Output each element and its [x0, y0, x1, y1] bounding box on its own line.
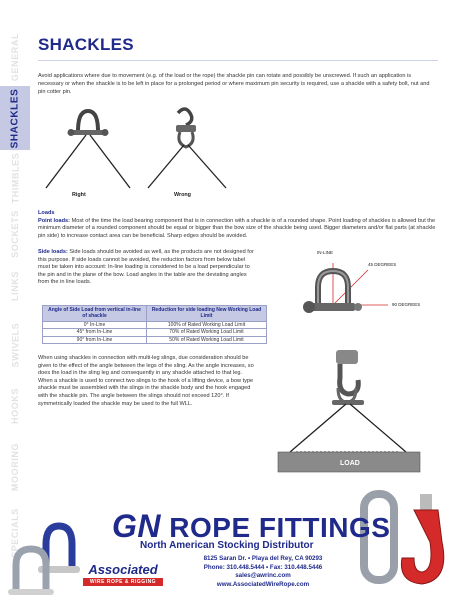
red-hook-icon [392, 492, 460, 598]
tab-links[interactable] [0, 262, 30, 310]
contact-block [198, 555, 328, 589]
multi-leg-paragraph: When using shackles in connection with multi-leg slings, due consideration should be given to the effect of the angle between the legs of the sling. As the angle increases, so does the load in the sling leg and consequently in any shackle attached to that leg. When a shackle is used to connect two slings to the hook of a lifting device, a bow type shackle must be assembled with the slings in the shackle body and the hook engaged with the shackle pin. The angle between the slings should not exceed 120°. If symmetrically loaded the shackle may be used to the full WLL. [38, 355, 254, 407]
phone-line: Phone: 310.448.5444 • Fax: 310.448.5446 [203, 563, 323, 571]
email-link[interactable]: sales@awrinc.com [235, 572, 291, 579]
tab-label: LINKS [10, 271, 20, 301]
chrome-shackle-icon [6, 543, 56, 598]
right-wrong-illustration [40, 103, 250, 193]
table-row [43, 329, 267, 336]
hook-load-diagram [268, 348, 438, 476]
tab-hooks[interactable] [0, 378, 30, 434]
table-cell: 50% of Rated Working Load Limit [147, 336, 267, 343]
side-loads-label: Side loads: [38, 249, 68, 255]
tab-label: SWIVELS [10, 322, 20, 368]
table-cell: 90° from In-Line [43, 336, 147, 343]
right-shackle-icon [46, 111, 130, 188]
90-degrees-label: 90 DEGREES [392, 302, 421, 307]
45-degrees-label: 45 DEGREES [368, 262, 397, 267]
tab-label: SHACKLES [9, 88, 21, 148]
table-header-row [43, 306, 267, 322]
associated-logo [83, 562, 163, 586]
in-line-label: IN-LINE [317, 250, 334, 255]
associated-name: Associated [88, 562, 158, 577]
tab-label: THIMBLES [10, 152, 20, 204]
tab-thimbles[interactable] [0, 150, 30, 206]
right-label: Right [72, 192, 86, 198]
associated-subtitle: WIRE ROPE & RIGGING [83, 578, 163, 586]
brand-name: ROPE FITTINGS [169, 512, 391, 543]
page-title: SHACKLES [38, 35, 134, 54]
table-cell: 45° from In-Line [43, 329, 147, 336]
side-loads-paragraph [38, 249, 256, 287]
website-link[interactable]: www.AssociatedWireRope.com [216, 580, 310, 588]
tab-mooring[interactable] [0, 436, 30, 498]
tab-label: SOCKETS [10, 210, 20, 258]
point-loads-paragraph [38, 218, 438, 241]
table-cell: 100% of Rated Working Load Limit [147, 321, 267, 328]
tab-swivels[interactable] [0, 316, 30, 374]
table-header: Angle of Side Load from vertical in-line of shackle [43, 306, 147, 322]
side-loads-text: Side loads should be avoided as well, as the products are not designed for this purpose. If side loads cannot be avoided, the reduction factors from below tabel must be taken into account: In-line loading is considered to be a load perpendicular to the pin and in the plane of the bow. Load angles in the table are the deviating angles from the in line loads. [38, 249, 254, 286]
tab-sockets[interactable] [0, 206, 30, 262]
table-row [43, 321, 267, 328]
brand-prefix: GN [112, 508, 161, 544]
table-header: Reduction for side loading New Working Load Limit [147, 306, 267, 322]
intro-paragraph: Avoid applications where due to movement (e.g. of the load or the rope) the shackle pin can rotate and possibly be unscrewed. If such an application is necessary or when the shackle is to be left in place for a prolonged period or where maximum pin security is required, use a shackle with a safety bolt, nut and pin cotter pin. [38, 73, 430, 95]
table-cell: 70% of Rated Working Load Limit [147, 329, 267, 336]
brand-tagline: North American Stocking Distributor [140, 540, 314, 551]
side-load-angle-diagram [278, 245, 428, 345]
tab-shackles[interactable] [0, 86, 30, 150]
table-cell: 0° In-Line [43, 321, 147, 328]
loads-heading: Loads [38, 210, 55, 216]
title-rule [38, 60, 438, 61]
tab-label: HOOKS [10, 387, 21, 425]
wrong-label: Wrong [174, 192, 191, 198]
section-tabs [0, 0, 30, 598]
point-loads-label: Point loads: [38, 217, 71, 224]
point-loads-text: Most of the time the load bearing component that is in connection with a shackle is of a rounded shape. Point loading of shackles is allowed but the minimum diameter of a rounded component should be equal or bigger than the bow size of the shackle being used. Bigger diameters and/or flat parts (at shackle pin side) to increase contact area can be beneficial. Sharp edges should be avoided. [38, 217, 436, 239]
wrong-shackle-icon [148, 109, 226, 188]
address-line: 8125 Saran Dr. • Playa del Rey, CA 90293 [203, 555, 323, 562]
tab-general[interactable] [0, 28, 30, 86]
table-row [43, 336, 267, 343]
tab-label: MOORING [10, 442, 21, 492]
tab-label: SPECIALS [10, 508, 20, 558]
loads-section [38, 210, 438, 240]
tab-label: GENERAL [10, 32, 21, 82]
side-load-table [42, 305, 267, 344]
load-label: LOAD [340, 460, 360, 467]
